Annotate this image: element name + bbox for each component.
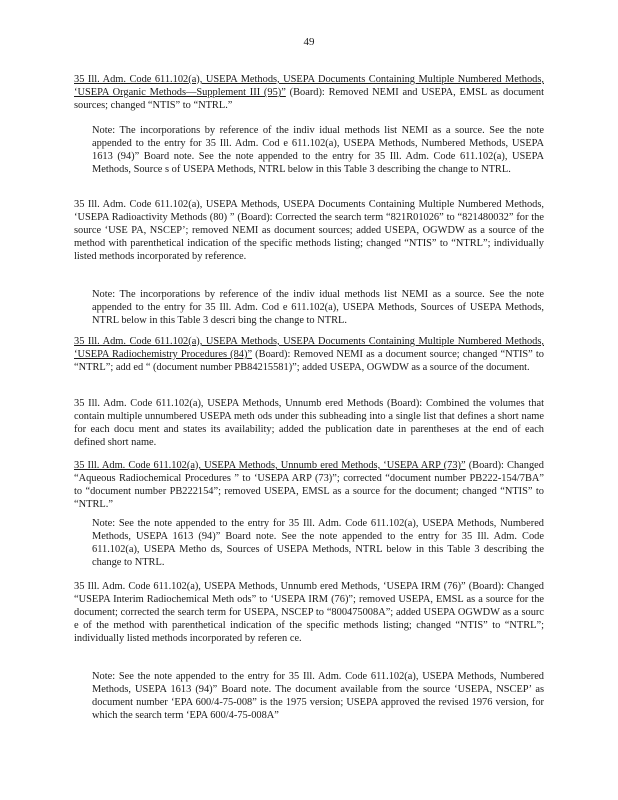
entry-note [92,517,544,569]
entry-text: (Board): Removed NEMI and USEPA, EMSL as document sources; changed “NTIS” to “NTRL.” [74,87,544,112]
entry-text: 35 Ill. Adm. Code 611.102(a), USEPA Methods, Unnumb ered Methods (Board): Combined the volumes that contain multiple unnumbered USEPA meth ods under this subheading into a single list that defines a short name for each docu ment and states its availability; added the publication date in parentheses at the end of each defined short name. [74,398,544,449]
underlined-entry-heading: 35 Ill. Adm. Code 611.102(a), USEPA Methods, USEPA Documents Containing Multiple Numbered Methods, ‘USEPA Radiochemistry Procedures (84)” [74,336,544,361]
entry-note [92,124,544,176]
table-entry [74,73,544,112]
table-entry [74,459,544,511]
page-number: 49 [303,36,315,48]
underlined-entry-heading: 35 Ill. Adm. Code 611.102(a), USEPA Methods, USEPA Documents Containing Multiple Numbered Methods, ‘USEPA Organic Methods—Supplement III (95)” [74,74,544,99]
note-text: Note: See the note appended to the entry for 35 Ill. Adm. Code 611.102(a), USEPA Methods, Numbered Methods, USEPA 1613 (94)” Board note. See the note appended to the entry for 35 Ill. Adm. Code 611.102(a), USEPA Metho ds, Sources of USEPA Methods, NTRL below in this Table 3 describing the change to NTRL. [92,518,544,569]
table-entry [74,335,544,374]
entry-text: (Board): Removed NEMI as a document source; changed “NTIS” to “NTRL”; add ed “ (document number PB84215581)”; added USEPA, OGWDW as a source of the document. [74,349,544,374]
note-text: Note: The incorporations by reference of the indiv idual methods list NEMI as a source. See the note appended to the entry for 35 Ill. Adm. Cod e 611.102(a), USEPA Methods, Numbered Methods, USEPA 1613 (94)” Board note. See the note appended to the entry for 35 Ill. Adm. Code 611.102(a), USEPA Methods, Source s of USEPA Methods, NTRL below in this Table 3 describing the change to NTRL. [92,125,544,176]
table-entry [74,580,544,645]
entry-note [92,670,544,722]
entry-note [92,288,544,327]
underlined-entry-heading: 35 Ill. Adm. Code 611.102(a), USEPA Methods, Unnumb ered Methods, ‘USEPA ARP (73)” [74,460,466,471]
entry-text: (Board): Changed “Aqueous Radiochemical Procedures ” to ‘USEPA ARP (73)”; corrected “document number PB222-154/7BA” to “document number PB222154”; removed USEPA, EMSL as a source for the document; changed “NTIS” to “NTRL.” [74,460,544,511]
table-entry [74,397,544,449]
entry-text: 35 Ill. Adm. Code 611.102(a), USEPA Methods, USEPA Documents Containing Multiple Numbered Methods, ‘USEPA Radioactivity Methods (80) ” (Board): Corrected the search term “821R01026” to “821480032” for the source ‘USE PA, NSCEP’; removed NEMI as document sources; added USEPA, OGWDW as a source of the method with parenthetical indication of the specific methods listing; changed “NTIS” to “NTRL”; individually listed methods incorporated by reference. [74,199,544,263]
entry-text: 35 Ill. Adm. Code 611.102(a), USEPA Methods, Unnumb ered Methods, ‘USEPA IRM (76)” (Board): Changed “USEPA Interim Radiochemical Meth ods” to ‘USEPA IRM (76)”; removed USEPA, EMSL as a source for the document; corrected the search term for USEPA, NSCEP to “800475008A”; added USEPA OGWDW as a sourc e of the method with parenthetical indication of the specific methods listing; changed “NTIS” to “NTRL”; individually listed methods incorporated by referen ce. [74,581,544,645]
note-text: Note: See the note appended to the entry for 35 Ill. Adm. Code 611.102(a), USEPA Methods, Numbered Methods, USEPA 1613 (94)” Board note. The document available from the source ‘USEPA, NSCEP’ as document number ‘EPA 600/4-75-008” is the 1975 version; USEPA approved the revised 1976 version, for which the search term ‘EPA 600/4-75-008A” [92,671,544,722]
table-entry [74,198,544,263]
note-text: Note: The incorporations by reference of the indiv idual methods list NEMI as a source. See the note appended to the entry for 35 Ill. Adm. Cod e 611.102(a), USEPA Methods, Sources of USEPA Methods, NTRL below in this Table 3 descri bing the change to NTRL. [92,289,544,327]
